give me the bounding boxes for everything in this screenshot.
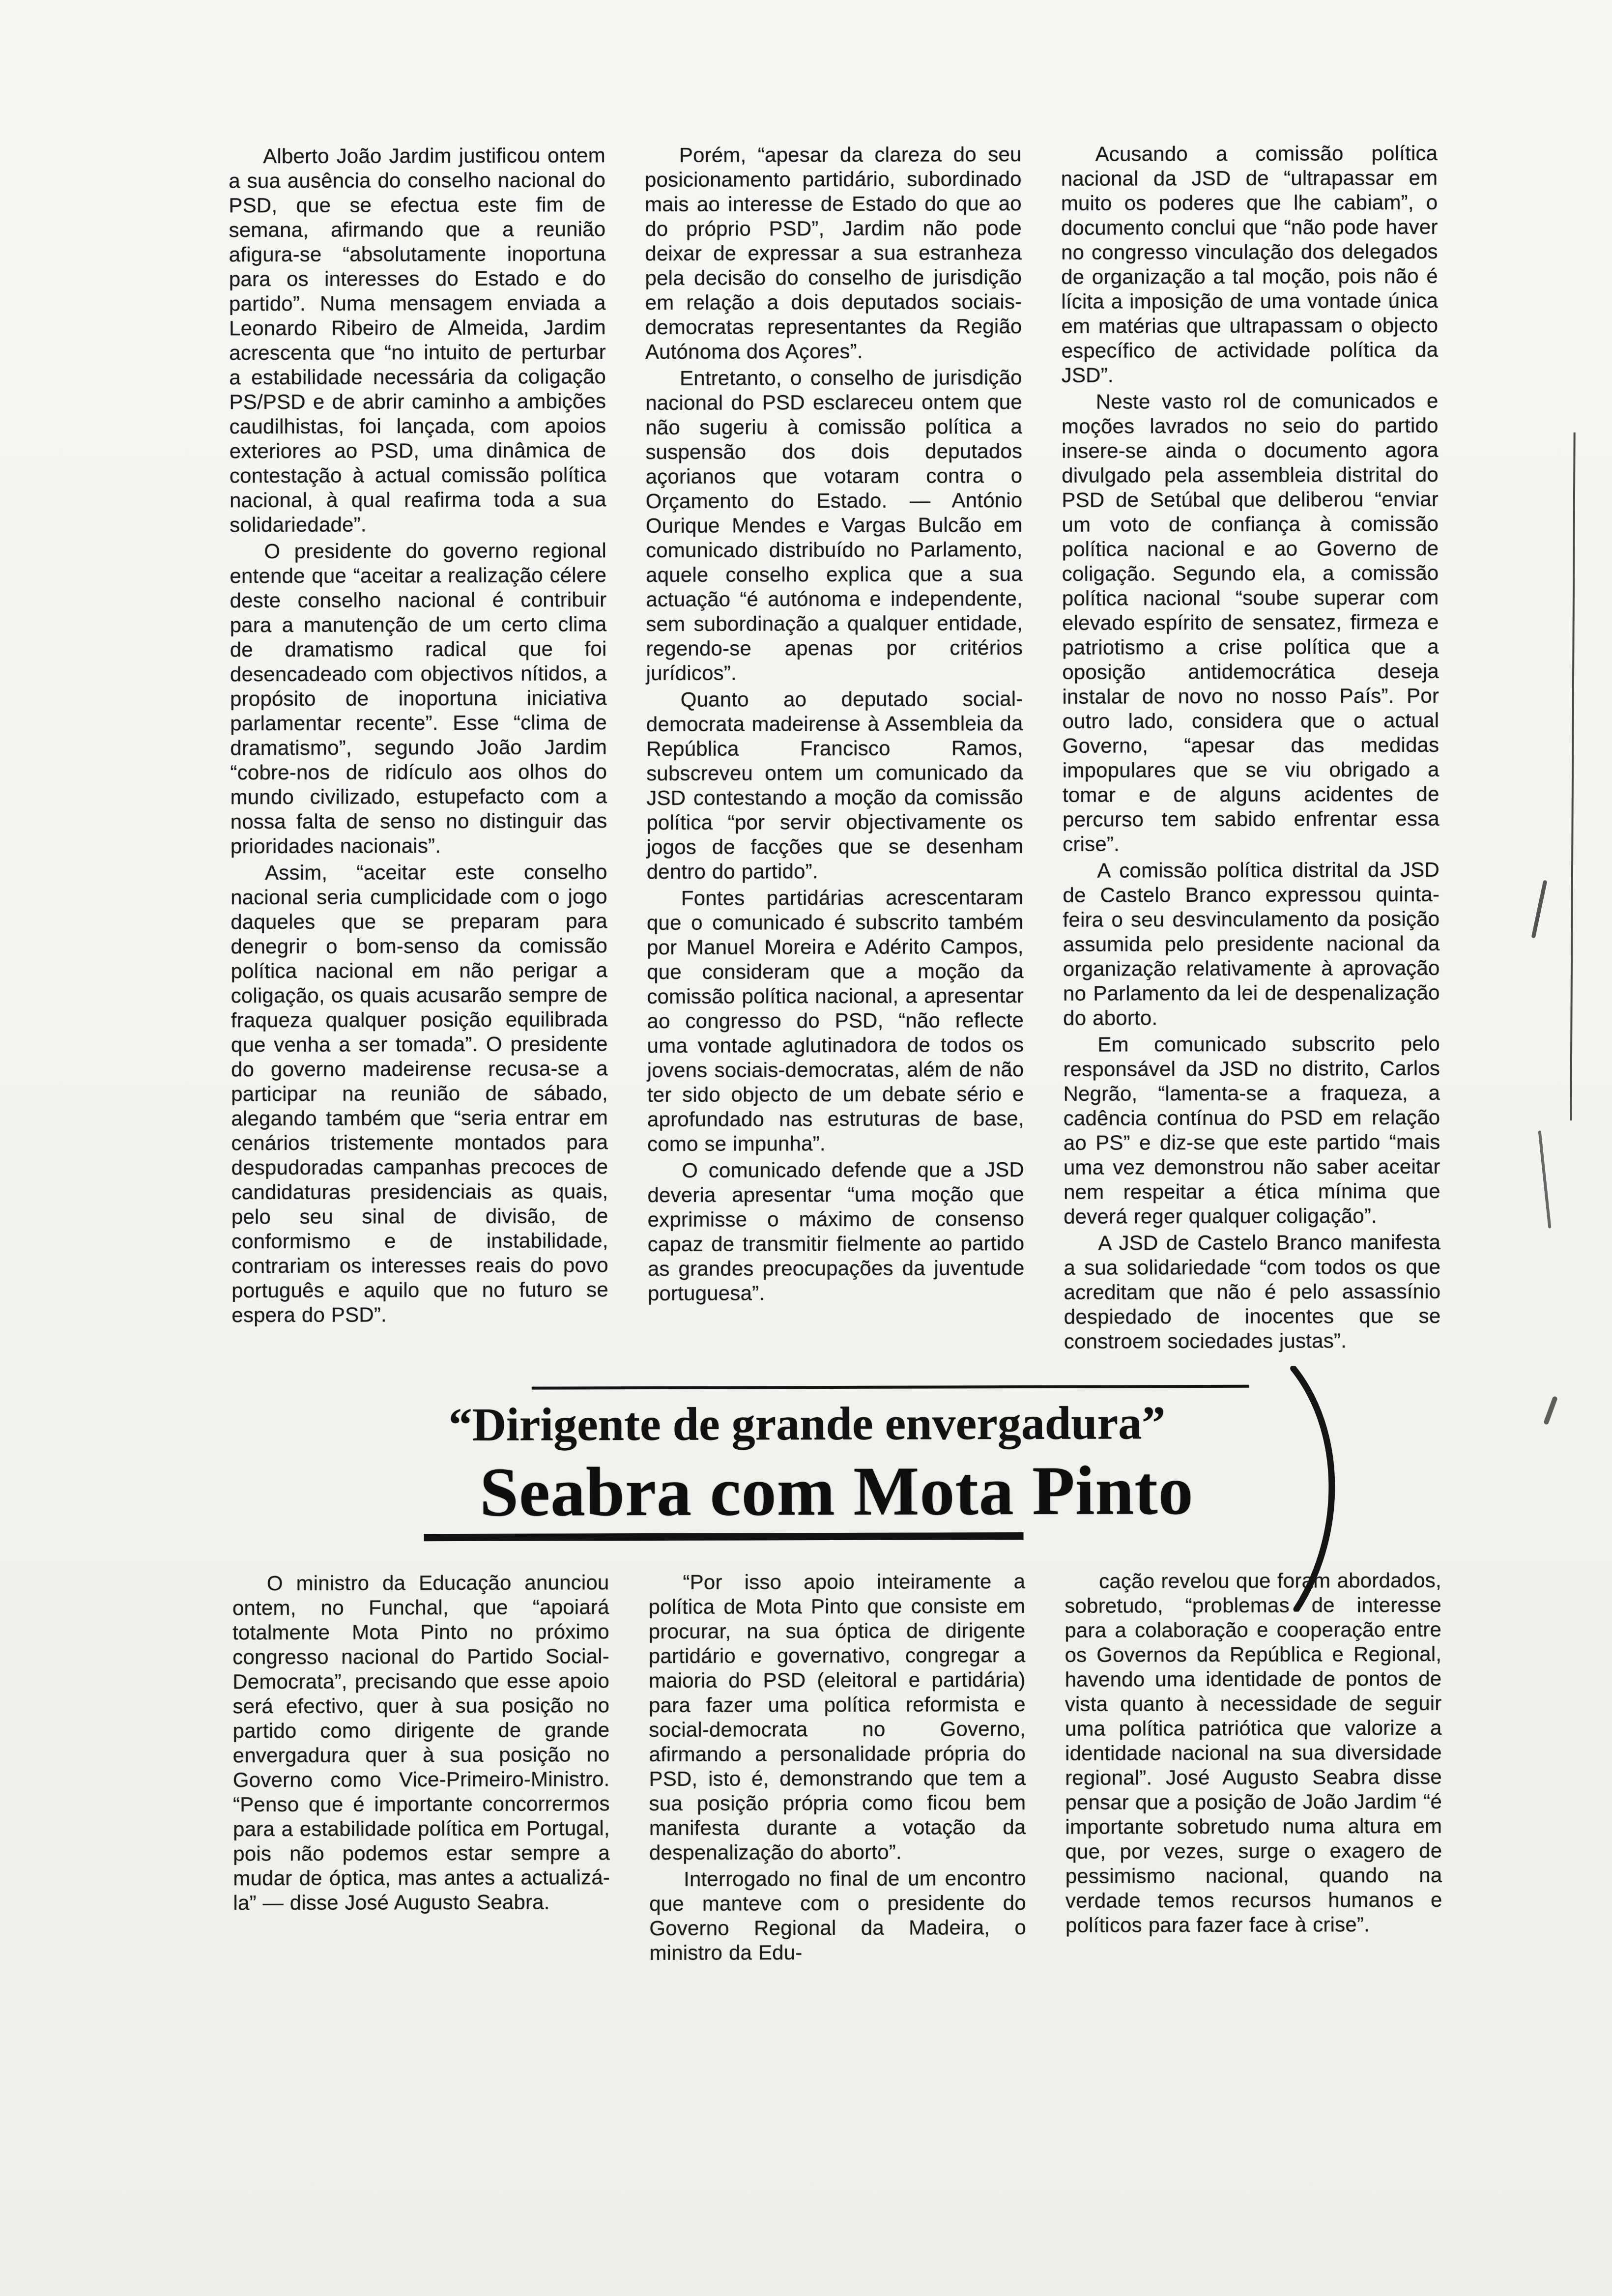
paragraph: A JSD de Castelo Branco manifesta a sua solidariedade “com todos os que acreditam que não é pelo assassínio despiedado de inocentes que se constroem sociedades justas”. xyxy=(1064,1230,1441,1353)
paragraph: O presidente do governo regional entende que “aceitar a realização célere deste conselho nacional é contribuir para a manutenção de um certo clima de dramatismo radical que foi desencadeado com objectivos nítidos, a propósito de inoportuna iniciativa parlamentar recente”. Esse “clima de dramatismo”, segundo João Jardim “cobre-nos de ridículo aos olhos do mundo civilizado, estupefacto com a nossa falta de senso no distinguir das prioridades nacionais”. xyxy=(230,539,607,858)
bottom-column-2 xyxy=(648,1569,1026,1967)
paragraph: Porém, “apesar da clareza do seu posicionamento partidário, subordinado mais ao interesse de Estado do que ao do próprio PSD”, Jardim não pode deixar de expressar a sua estranheza pela decisão do conselho de jurisdição em relação a dois deputados sociais-democratas representantes da Região Autónoma dos Açores”. xyxy=(644,143,1022,364)
bottom-column-3 xyxy=(1065,1568,1442,1939)
top-column-2 xyxy=(645,142,1025,1308)
paragraph: Acusando a comissão política nacional da JSD de “ultrapassar em muito os poderes que lhe cabiam”, o documento conclui que “não pode haver no congresso vinculação dos delegados de organização a tal moção, pois não é lícita a imposição de uma vontade única em matérias que ultrapassam o objecto específico de actividade política da JSD”. xyxy=(1061,141,1439,387)
paragraph: Interrogado no final de um encontro que manteve com o presidente do Governo Regional da Madeira, o ministro da Edu- xyxy=(649,1866,1027,1964)
paragraph: A comissão política distrital da JSD de Castelo Branco expressou quinta-feira o seu desvinculamento da posição assumida pelo presidente nacional da organização relativamente à aprovação no Parlamento da lei de despenalização do aborto. xyxy=(1063,858,1440,1030)
article-top xyxy=(229,141,1440,1358)
scan-artifact-vertical-line xyxy=(1570,432,1575,1120)
paragraph: “Por isso apoio inteiramente a política de Mota Pinto que consiste em procurar, na sua óptica de dirigente partidário e governativo, congregar a maioria do PSD (eleitoral e partidária) para fazer uma política reformista e social-democrata no Governo, afirmando a personalidade própria do PSD, isto é, demonstrando que tem a sua posição própria como ficou bem manifesta durante a votação da despenalização do aborto”. xyxy=(648,1569,1026,1864)
headline-underline xyxy=(424,1532,1024,1541)
headline-brace-mark xyxy=(1284,1366,1353,1611)
paragraph: Em comunicado subscrito pelo responsável da JSD no distrito, Carlos Negrão, “lamenta-se a fraqueza, a cadência contínua do PSD em relação ao PS” e diz-se que este partido “mais uma vez demonstrou não saber aceitar nem respeitar a ética mínima que deverá reger qualquer coligação”. xyxy=(1063,1032,1440,1228)
scan-artifact-margin-mark xyxy=(1531,880,1548,938)
top-column-3 xyxy=(1061,141,1440,1356)
paragraph: Neste vasto rol de comunicados e moções lavrados no seio do partido insere-se ainda o documento agora divulgado pela assembleia distrital do PSD de Setúbal que deliberou “enviar um voto de confiança à comissão política nacional e ao Governo de coligação. Segundo ela, a comissão política nacional “soube superar com elevado espírito de sensatez, firmeza e patriotismo a crise política que a oposição antidemocrática deseja instalar de novo no nosso País”. Por outro lado, considera que o actual Governo, “apesar das medidas impopulares que se viu obrigado a tomar e de alguns acidentes de percurso tem sabido enfrentar essa crise”. xyxy=(1061,389,1439,856)
headline-title: Seabra com Mota Pinto xyxy=(479,1451,1194,1531)
scan-artifact-margin-mark xyxy=(1543,1396,1558,1425)
paragraph: O comunicado defende que a JSD deveria apresentar “uma moção que exprimisse o máximo de consenso capaz de transmitir fielmente ao partido as grandes preocupações da juventude portuguesa”. xyxy=(647,1157,1025,1305)
headline-top-rule xyxy=(532,1385,1249,1390)
scan-artifact-margin-mark xyxy=(1538,1130,1552,1229)
bottom-column-1 xyxy=(232,1570,610,1917)
paragraph: Entretanto, o conselho de jurisdição nacional do PSD esclareceu ontem que não sugeriu à comissão política a suspensão dos dois deputados açorianos que votaram contra o Orçamento do Estado. — António Ourique Mendes e Vargas Bulcão em comunicado distribuído no Parlamento, aquele conselho explica que a sua actuação “é autónoma e independente, sem subordinação a qualquer entidade, regendo-se apenas por critérios jurídicos”. xyxy=(645,366,1023,685)
headline-block xyxy=(232,1380,1441,1542)
paragraph: O ministro da Educação anunciou ontem, no Funchal, que “apoiará totalmente Mota Pinto no próximo congresso nacional do Partido Social-Democrata”, precisando que esse apoio será efectivo, quer à sua posição no partido como dirigente de grande envergadura quer à sua posição no Governo como Vice-Primeiro-Ministro. “Penso que é importante concorrermos para a estabilidade política em Portugal, pois não podemos estar sempre a mudar de óptica, mas antes a actualizá-la” — disse José Augusto Seabra. xyxy=(232,1570,610,1914)
article-bottom xyxy=(232,1568,1442,1968)
headline-kicker: “Dirigente de grande envergadura” xyxy=(448,1396,1166,1451)
paragraph: Assim, “aceitar este conselho nacional seria cumplicidade com o jogo daqueles que se preparam para denegrir o bom-senso da comissão política nacional em não perigar a coligação, os quais acusarão sempre de fraqueza qualquer posição equilibrada que venha a ser tomada”. O presidente do governo madeirense recusa-se a participar na reunião de sábado, alegando também que “seria entrar em cenários tristemente montados para despudoradas campanhas precoces de candidaturas presidenciais as quais, pelo seu sinal de divisão, de conformismo e de instabilidade, contrariam os interesses reais do povo português e aquilo que no futuro se espera do PSD”. xyxy=(230,860,608,1327)
paragraph: Alberto João Jardim justificou ontem a sua ausência do conselho nacional do PSD, que se efectua este fim de semana, afirmando que a reunião afigura-se “absolutamente inoportuna para os interesses do Estado e do partido”. Numa mensagem enviada a Leonardo Ribeiro de Almeida, Jardim acrescenta que “no intuito de perturbar a estabilidade necessária da coligação PS/PSD e de abrir caminho a ambições caudilhistas, foi lançada, com apoios exteriores ao PSD, uma dinâmica de contestação à actual comissão política nacional, à qual reafirma toda a sua solidariedade”. xyxy=(229,144,606,537)
page-content xyxy=(229,141,1442,1968)
top-column-1 xyxy=(229,143,608,1329)
paragraph: cação revelou que foram abordados, sobretudo, “problemas de interesse para a colaboração e cooperação entre os Governos da República e Regional, havendo uma identidade de pontos de vista quanto à necessidade de seguir uma política patriótica que valorize a identidade nacional na sua diversidade regional”. José Augusto Seabra disse pensar que a posição de João Jardim “é importante sobretudo numa altura em que, por vezes, surge o exagero de pessimismo nacional, quando na verdade temos recursos humanos e políticos para fazer face à crise”. xyxy=(1065,1568,1442,1937)
paragraph: Fontes partidárias acrescentaram que o comunicado é subscrito também por Manuel Moreira e Adérito Campos, que consideram que a moção da comissão política nacional, a apresentar ao congresso do PSD, “não reflecte uma vontade aglutinadora de todos os jovens sociais-democratas, além de não ter sido objecto de um debate sério e aprofundado nas estruturas de base, como se impunha”. xyxy=(646,885,1024,1156)
paragraph: Quanto ao deputado social-democrata madeirense à Assembleia da República Francisco Ramos, subscreveu ontem um comunicado da JSD contestando a moção da comissão política “por servir objectivamente os jogos de facções que se desenham dentro do partido”. xyxy=(646,687,1024,884)
